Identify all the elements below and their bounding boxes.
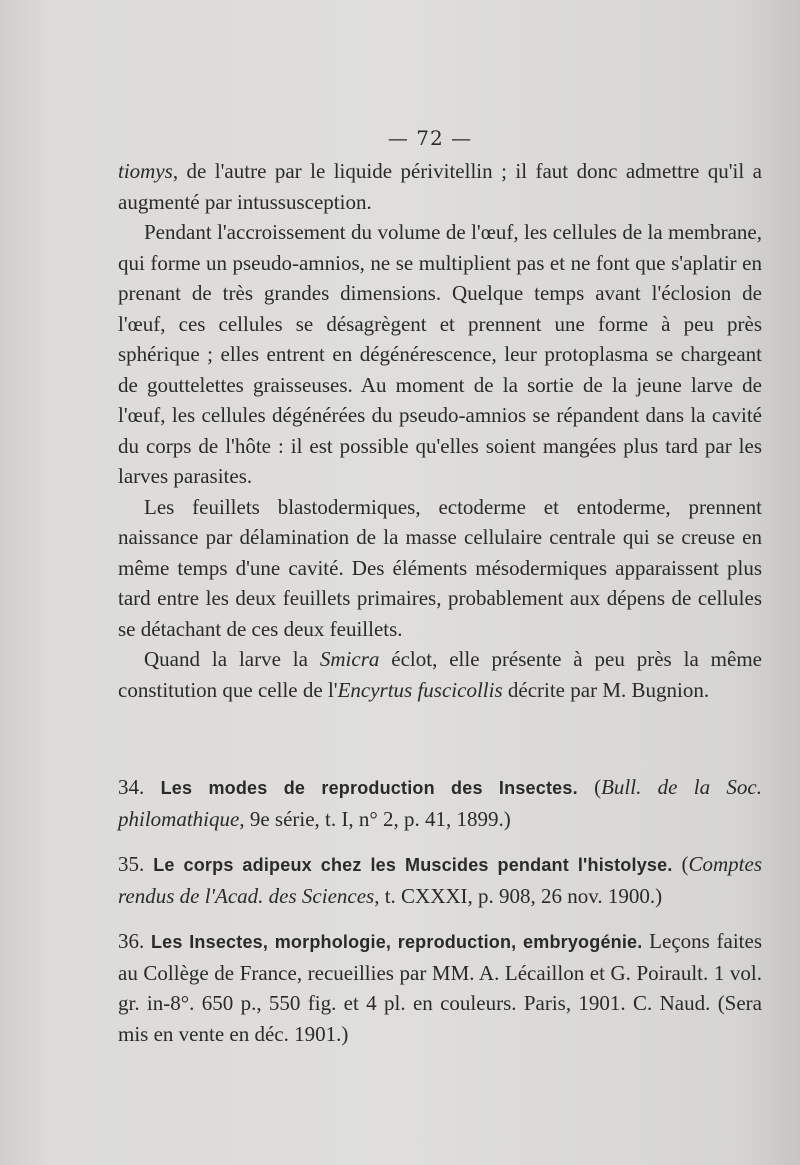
paragraph-text: , de l'autre par le liquide périvitellin ; il faut donc admettre qu'il a augmenté par intussusception. — [118, 159, 762, 214]
paragraph-text: éclot, elle présente à peu près la même constitution que celle de l' — [118, 647, 762, 702]
reference-list — [118, 772, 762, 1064]
italic-species: Encyrtus fuscicollis — [337, 677, 503, 702]
reference-journal: Comptes rendus de l'Acad. des Sciences — [118, 852, 762, 908]
paragraph-4 — [118, 644, 762, 705]
page-number: — 72 — — [387, 126, 473, 150]
paragraph-text: décrite par M. Bugnion. — [502, 677, 710, 702]
reference-number: 34. — [118, 775, 145, 799]
paragraph-text: Quand la larve la — [144, 647, 320, 671]
reference-paren: ( — [577, 775, 602, 799]
reference-number: 36. — [118, 929, 145, 953]
italic-genus: Smicra — [319, 647, 380, 671]
reference-details: , t. CXXXI, p. 908, 26 nov. 1900.) — [374, 883, 663, 908]
reference-paren: ( — [672, 852, 689, 876]
reference-title: Le corps adipeux chez les Muscides pendant l'histolyse. — [153, 855, 673, 875]
reference-journal: Bull. de la Soc. philomathique — [118, 775, 762, 831]
reference-title: Les Insectes, morphologie, reproduction, embryogénie. — [150, 932, 643, 952]
paragraph-1 — [118, 156, 762, 217]
reference-item — [118, 926, 762, 1049]
reference-item — [118, 849, 762, 911]
italic-term: tiomys — [118, 159, 173, 183]
reference-item — [118, 772, 762, 834]
paragraph-3: Les feuillets blastodermiques, ectoderme et entoderme, prennent naissance par délamination de la masse cellulaire centrale qui se creuse en même temps d'une cavité. Des éléments mésodermiques apparaissent plus tard entre les deux feuillets primaires, probablement aux dépens de cellules se détachant de ces deux feuillets. — [118, 494, 762, 641]
reference-details: Leçons faites au Collège de France, recueillies par MM. A. Lécaillon et G. Poirault. 1 vol. gr. in-8°. 650 p., 550 fig. et 4 pl. en couleurs. Paris, 1901. C. Naud. (Sera mis en vente en déc. 1901.) — [118, 929, 762, 1046]
reference-title: Les modes de reproduction des Insectes. — [160, 778, 578, 798]
reference-details: , 9e série, t. I, n° 2, p. 41, 1899.) — [239, 806, 511, 831]
body-text — [118, 156, 762, 705]
paragraph-2: Pendant l'accroissement du volume de l'œuf, les cellules de la membrane, qui forme un pseudo-amnios, ne se multiplient pas et ne font que s'aplatir en prenant de très grandes dimensions. Quelque temps avant l'éclosion de l'œuf, ces cellules se désagrègent et prennent une forme à peu près sphérique ; elles entrent en dégénérescence, leur protoplasma se chargeant de gouttelettes graisseuses. Au moment de la sortie de la jeune larve de l'œuf, les cellules dégénérées du pseudo-amnios se répandent dans la cavité du corps de l'hôte : il est possible qu'elles soient mangées plus tard par les larves parasites. — [118, 220, 762, 488]
reference-number: 35. — [118, 852, 145, 876]
